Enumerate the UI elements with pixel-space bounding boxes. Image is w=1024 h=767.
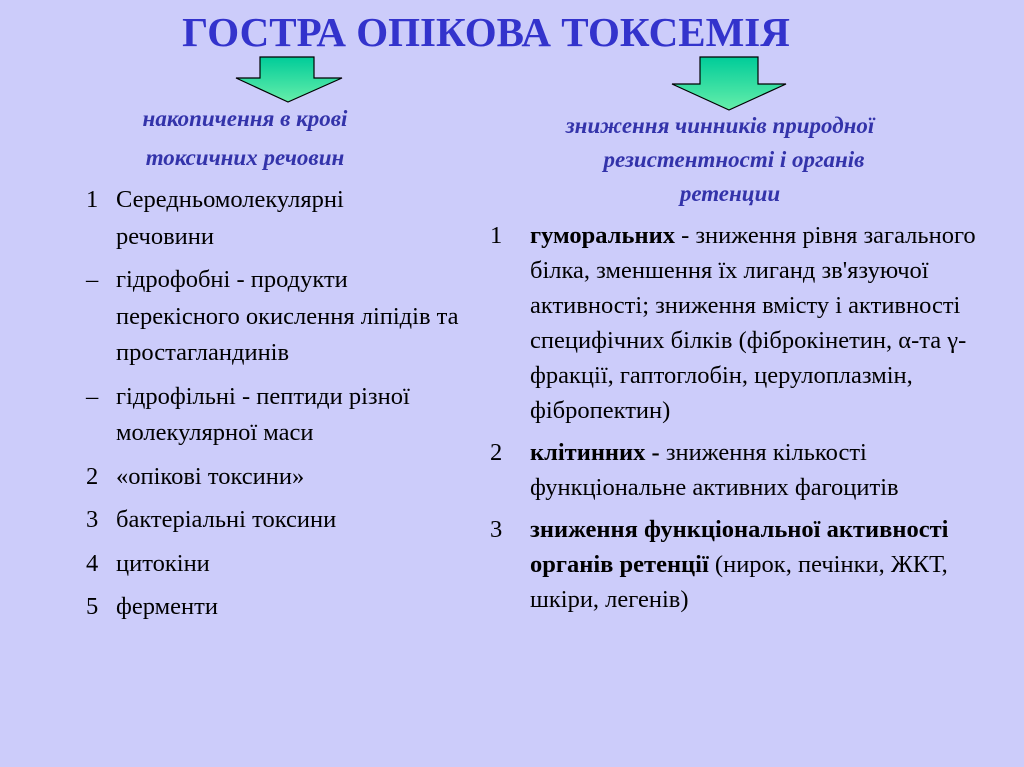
item-rest: - зниження рівня загального білка, зменшення їх лиганд зв'язуючої активності; зниження вмісту і активності специфічних білків (фіброкінетин, α-та γ-фракції, гаптоглобін, церулоплазмін, фібропектин) bbox=[530, 222, 976, 424]
item-marker: 5 bbox=[86, 593, 99, 620]
item-marker: – bbox=[86, 382, 99, 410]
list-item bbox=[86, 262, 466, 372]
item-text: ферменти bbox=[116, 593, 218, 620]
item-text: бактеріальні токсини bbox=[116, 506, 337, 533]
heading-line: резистентності і органів bbox=[603, 147, 865, 172]
item-text bbox=[530, 218, 990, 428]
item-marker: 1 bbox=[86, 186, 99, 213]
item-marker: – bbox=[86, 266, 99, 293]
item-text: «опікові токсини» bbox=[116, 462, 305, 490]
list-item bbox=[86, 546, 466, 583]
heading-line: токсичних речовин bbox=[145, 145, 345, 170]
item-bold: клітинних - bbox=[530, 439, 660, 466]
list-item bbox=[86, 459, 466, 496]
heading-line: зниження чинників природної bbox=[565, 113, 875, 138]
item-text: гідрофільні - пептиди різної молекулярної маси bbox=[116, 382, 410, 446]
item-text bbox=[530, 435, 990, 505]
item-text bbox=[530, 512, 990, 617]
left-heading bbox=[100, 99, 390, 177]
item-rest: зниження кількості функціональне активних фагоцитів bbox=[530, 439, 899, 501]
item-bold: зниження функціональної активності органів ретенції bbox=[530, 516, 949, 578]
item-marker: 3 bbox=[86, 506, 99, 533]
item-marker: 1 bbox=[490, 222, 503, 249]
list-item bbox=[490, 435, 990, 505]
heading-line: ретенции bbox=[679, 181, 781, 206]
list-item bbox=[490, 218, 990, 428]
down-arrow-icon bbox=[234, 56, 344, 104]
right-heading bbox=[520, 109, 920, 211]
list-item bbox=[86, 589, 466, 626]
item-text: цитокіни bbox=[116, 549, 210, 577]
list-item bbox=[490, 512, 990, 617]
item-marker: 3 bbox=[490, 516, 503, 543]
item-marker: 2 bbox=[490, 439, 503, 466]
slide-title: ГОСТРА ОПІКОВА ТОКСЕМІЯ bbox=[182, 9, 790, 55]
right-list bbox=[490, 218, 990, 624]
list-item bbox=[86, 502, 466, 539]
item-bold: гуморальних bbox=[530, 222, 675, 249]
item-text: Середньомолекулярні речовини bbox=[116, 186, 344, 250]
item-marker: 2 bbox=[86, 462, 99, 490]
left-list bbox=[86, 182, 466, 633]
heading-line: накопичення в крові bbox=[142, 106, 348, 131]
item-text: гідрофобні - продукти перекісного окислення ліпідів та простагландинів bbox=[116, 266, 459, 366]
list-item bbox=[86, 182, 466, 255]
down-arrow-icon bbox=[670, 56, 788, 112]
item-marker: 4 bbox=[86, 549, 99, 577]
item-rest: (нирок, печінки, ЖКТ, шкіри, легенів) bbox=[530, 551, 948, 613]
list-item bbox=[86, 379, 466, 452]
